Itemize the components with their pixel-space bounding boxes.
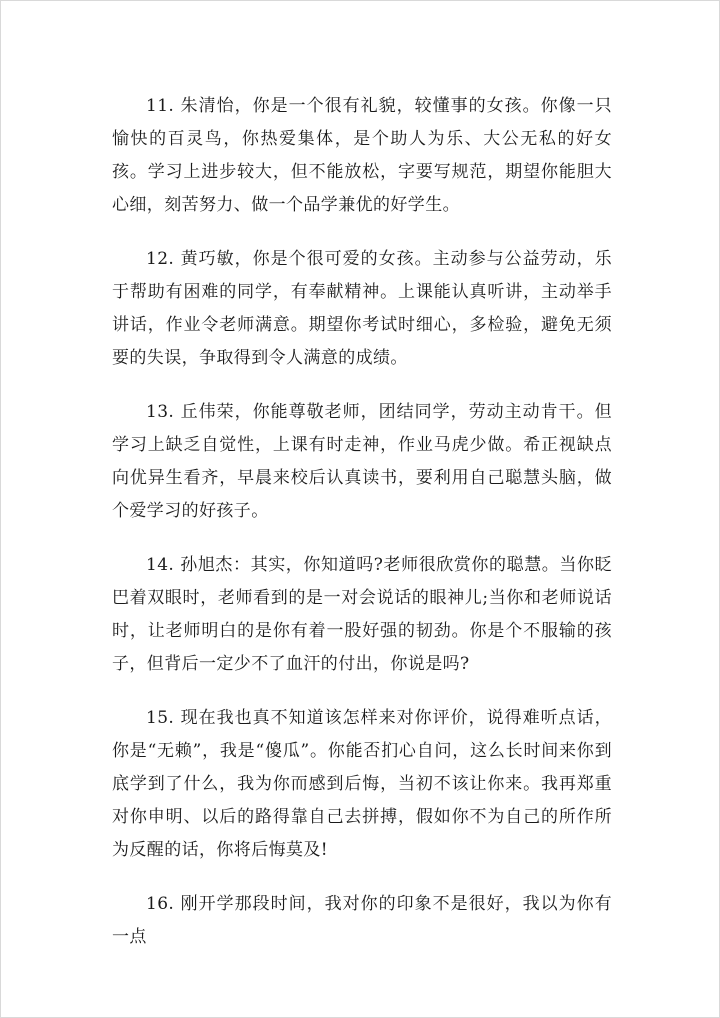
paragraph-number: 12. [146,249,175,269]
paragraph-text: 黄巧敏，你是个很可爱的女孩。主动参与公益劳动，乐于帮助有困难的同学，有奉献精神。上课能认真听讲，主动举手讲话，作业令老师满意。期望你考试时细心，多检验，避免无须要的失误，争取得到令人满意的成绩。 [112,249,612,368]
paragraph-number: 11. [146,96,175,116]
paragraph-12 [112,243,612,375]
document-body [112,90,612,975]
paragraph-number: 16. [146,894,175,914]
paragraph-14 [112,549,612,681]
paragraph-number: 14. [146,555,175,575]
paragraph-13 [112,396,612,528]
paragraph-text: 孙旭杰：其实，你知道吗?老师很欣赏你的聪慧。当你眨巴着双眼时，老师看到的是一对会说话的眼神儿;当你和老师说话时，让老师明白的是你有着一股好强的韧劲。你是个不服输的孩子，但背后一定少不了血汗的付出，你说是吗? [112,555,612,674]
paragraph-number: 15. [146,708,175,728]
paragraph-text: 丘伟荣，你能尊敬老师，团结同学，劳动主动肯干。但学习上缺乏自觉性，上课有时走神，作业马虎少做。希正视缺点向优异生看齐，早晨来校后认真读书，要利用自己聪慧头脑，做个爱学习的好孩子。 [112,402,612,521]
paragraph-text: 朱清怡，你是一个很有礼貌，较懂事的女孩。你像一只愉快的百灵鸟，你热爱集体，是个助人为乐、大公无私的好女孩。学习上进步较大，但不能放松，字要写规范，期望你能胆大心细，刻苦努力、做一个品学兼优的好学生。 [112,96,612,215]
paragraph-text: 刚开学那段时间，我对你的印象不是很好，我以为你有一点 [112,894,612,947]
paragraph-16 [112,888,612,954]
paragraph-11 [112,90,612,222]
paragraph-number: 13. [146,402,175,422]
paragraph-15 [112,702,612,867]
paragraph-text: 现在我也真不知道该怎样来对你评价，说得难听点话，你是“无赖”，我是“傻瓜”。你能否扪心自问，这么长时间来你到底学到了什么，我为你而感到后悔，当初不该让你来。我再郑重对你申明、以后的路得靠自己去拼搏，假如你不为自己的所作所为反醒的话，你将后悔莫及! [112,708,612,860]
